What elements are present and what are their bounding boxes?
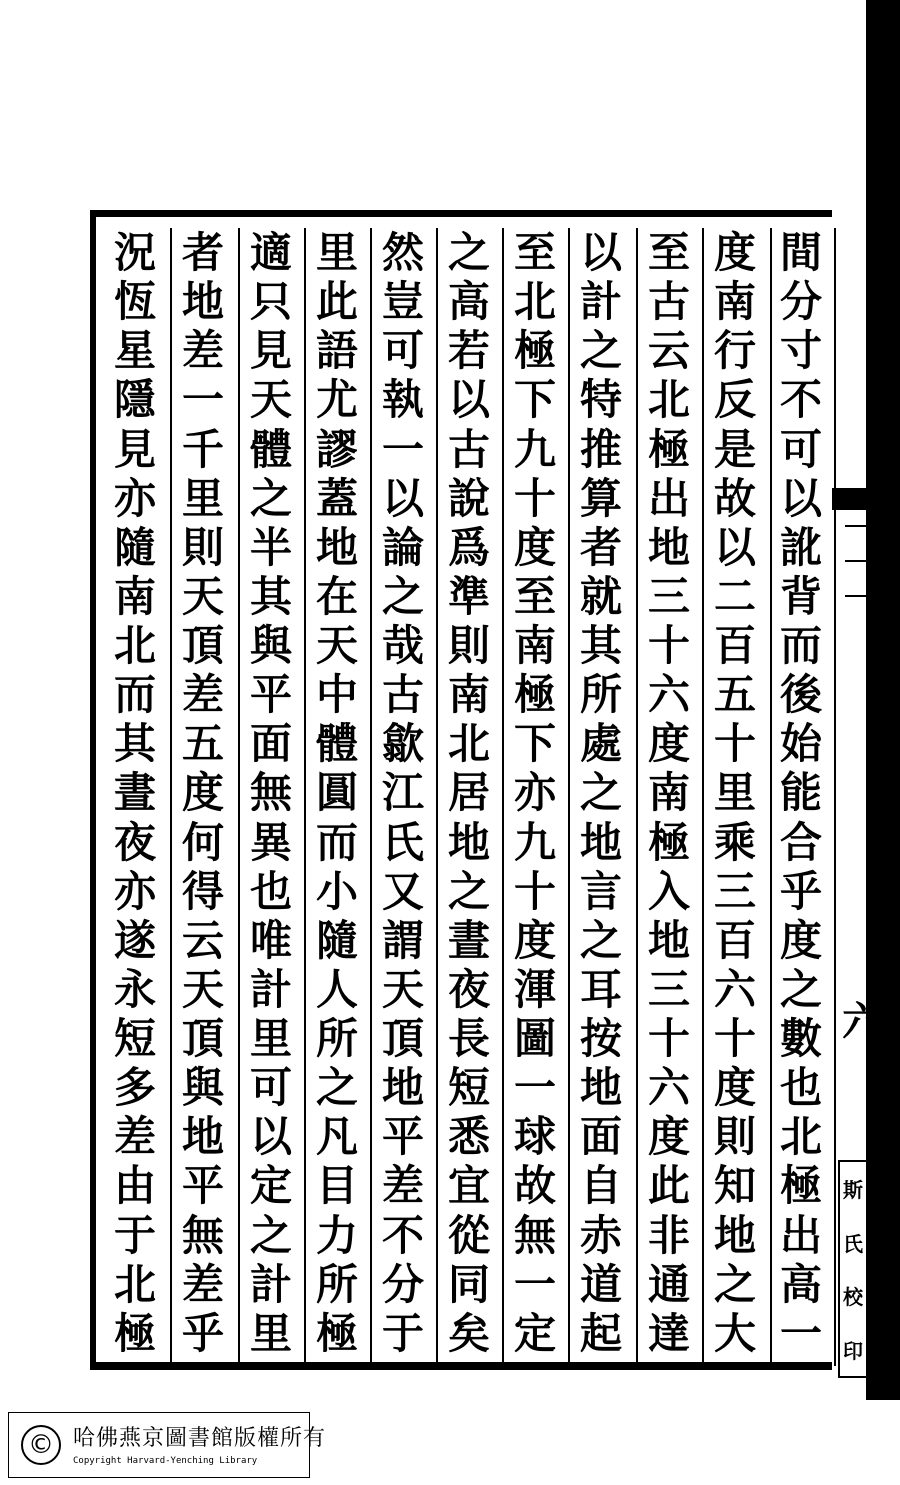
- column-char: 度: [181, 768, 224, 818]
- column-char: 行: [713, 326, 756, 376]
- column-char: 面: [249, 719, 292, 769]
- column-char: 夜: [447, 964, 490, 1014]
- column-char: 豈: [381, 277, 424, 327]
- column-char: 亦: [513, 768, 556, 818]
- column-char: 南: [447, 670, 490, 720]
- column-char: 高: [779, 1259, 822, 1309]
- column-char: 星: [113, 326, 156, 376]
- column-char: 里: [713, 768, 756, 818]
- column-char: 始: [779, 719, 822, 769]
- column-char: 差: [381, 1161, 424, 1211]
- column-char: 天: [249, 375, 292, 425]
- column-char: 適: [249, 228, 292, 277]
- column-char: 處: [579, 719, 622, 769]
- column-char: 亦: [113, 473, 156, 523]
- column-char: 蓋: [315, 473, 358, 523]
- column-char: 人: [315, 964, 358, 1014]
- column-char: 其: [249, 571, 292, 621]
- column-char: 一: [513, 1259, 556, 1309]
- column-char: 由: [113, 1161, 156, 1211]
- column-char: 地: [579, 1063, 622, 1113]
- column-char: 以: [779, 473, 822, 523]
- column-char: 天: [181, 964, 224, 1014]
- column-char: 非: [647, 1210, 690, 1260]
- margin-char: 印: [843, 1338, 863, 1363]
- column-char: 所: [579, 670, 622, 720]
- column-char: 計: [249, 1259, 292, 1309]
- column-char: 此: [647, 1161, 690, 1211]
- column-char: 差: [181, 326, 224, 376]
- column-char: 北: [113, 1259, 156, 1309]
- column-char: 以: [381, 473, 424, 523]
- column-char: 後: [779, 670, 822, 720]
- column-char: 地: [647, 915, 690, 965]
- column-char: 者: [181, 228, 224, 277]
- text-column-9: [242, 228, 300, 1362]
- column-char: 者: [579, 522, 622, 572]
- column-char: 之: [381, 571, 424, 621]
- column-char: 異: [249, 817, 292, 867]
- column-rule: [304, 228, 306, 1366]
- column-rule: [502, 228, 504, 1366]
- column-char: 爲: [447, 522, 490, 572]
- column-char: 極: [513, 670, 556, 720]
- column-char: 地: [181, 1112, 224, 1162]
- spine-tick: [845, 595, 869, 597]
- column-char: 可: [381, 326, 424, 376]
- column-char: 六: [647, 1063, 690, 1113]
- column-char: 天: [181, 571, 224, 621]
- column-char: 北: [513, 277, 556, 327]
- column-rule: [238, 228, 240, 1366]
- column-char: 度: [513, 915, 556, 965]
- stamp-english: Copyright Harvard-Yenching Library: [73, 1456, 258, 1466]
- column-char: 執: [381, 375, 424, 425]
- column-char: 可: [249, 1063, 292, 1113]
- column-char: 極: [647, 817, 690, 867]
- column-char: 何: [181, 817, 224, 867]
- column-rule: [636, 228, 638, 1366]
- column-char: 以: [249, 1112, 292, 1162]
- column-char: 下: [513, 719, 556, 769]
- column-char: 小: [315, 866, 358, 916]
- column-char: 而: [113, 670, 156, 720]
- column-char: 度: [713, 1063, 756, 1113]
- column-char: 之: [713, 1259, 756, 1309]
- column-char: 古: [381, 670, 424, 720]
- column-char: 就: [579, 571, 622, 621]
- column-char: 一: [181, 375, 224, 425]
- column-char: 謬: [315, 424, 358, 474]
- column-rule: [370, 228, 372, 1366]
- column-char: 語: [315, 326, 358, 376]
- column-char: 十: [713, 1014, 756, 1063]
- column-char: 百: [713, 915, 756, 965]
- column-char: 體: [249, 424, 292, 474]
- column-char: 與: [249, 621, 292, 670]
- column-rule: [702, 228, 704, 1366]
- column-char: 歙: [381, 719, 424, 769]
- column-char: 計: [579, 277, 622, 327]
- spine-tick: [845, 525, 869, 527]
- column-char: 地: [647, 522, 690, 572]
- column-char: 極: [647, 424, 690, 474]
- column-char: 也: [249, 866, 292, 916]
- column-char: 云: [181, 915, 224, 965]
- column-char: 天: [381, 964, 424, 1014]
- column-char: 背: [779, 571, 822, 621]
- column-char: 之: [249, 1210, 292, 1260]
- column-char: 差: [181, 670, 224, 720]
- column-char: 達: [647, 1308, 690, 1358]
- column-char: 里: [249, 1014, 292, 1063]
- column-char: 地: [447, 817, 490, 867]
- column-char: 九: [513, 817, 556, 867]
- column-char: 知: [713, 1161, 756, 1211]
- column-char: 同: [447, 1259, 490, 1309]
- column-char: 極: [513, 326, 556, 376]
- column-char: 則: [447, 621, 490, 670]
- column-char: 只: [249, 277, 292, 327]
- column-char: 道: [579, 1259, 622, 1309]
- column-char: 南: [647, 768, 690, 818]
- column-char: 寸: [779, 326, 822, 376]
- column-char: 宜: [447, 1161, 490, 1211]
- column-char: 半: [249, 522, 292, 572]
- page-mark: 六: [842, 998, 882, 1045]
- column-char: 不: [381, 1210, 424, 1260]
- column-char: 是: [713, 424, 756, 474]
- column-char: 多: [113, 1063, 156, 1113]
- column-char: 與: [181, 1063, 224, 1113]
- column-char: 又: [381, 866, 424, 916]
- column-char: 乎: [779, 866, 822, 916]
- column-char: 分: [381, 1259, 424, 1309]
- column-char: 之: [579, 768, 622, 818]
- spine-tick: [845, 560, 869, 562]
- column-char: 十: [513, 866, 556, 916]
- column-char: 而: [779, 621, 822, 670]
- column-char: 赤: [579, 1210, 622, 1260]
- column-char: 耳: [579, 964, 622, 1014]
- column-char: 極: [315, 1308, 358, 1358]
- text-column-5: [506, 228, 564, 1362]
- column-char: 長: [447, 1014, 490, 1063]
- column-char: 三: [647, 964, 690, 1014]
- column-char: 六: [713, 964, 756, 1014]
- column-char: 短: [447, 1063, 490, 1113]
- column-char: 極: [113, 1308, 156, 1358]
- text-column-10: [174, 228, 232, 1362]
- column-char: 論: [381, 522, 424, 572]
- column-char: 自: [579, 1161, 622, 1211]
- column-char: 之: [579, 915, 622, 965]
- column-char: 若: [447, 326, 490, 376]
- text-column-7: [374, 228, 432, 1362]
- column-char: 南: [113, 571, 156, 621]
- column-char: 百: [713, 621, 756, 670]
- column-char: 不: [779, 375, 822, 425]
- column-char: 五: [713, 670, 756, 720]
- column-char: 北: [447, 719, 490, 769]
- column-rule: [834, 228, 836, 1366]
- column-char: 隨: [315, 915, 358, 965]
- column-char: 地: [713, 1210, 756, 1260]
- column-char: 隱: [113, 375, 156, 425]
- column-char: 從: [447, 1210, 490, 1260]
- column-char: 而: [315, 817, 358, 867]
- column-char: 則: [713, 1112, 756, 1162]
- column-char: 圖: [513, 1014, 556, 1063]
- text-column-3: [640, 228, 698, 1362]
- column-char: 高: [447, 277, 490, 327]
- column-char: 里: [315, 228, 358, 277]
- margin-label: [838, 1160, 868, 1378]
- column-char: 地: [315, 522, 358, 572]
- column-char: 遂: [113, 915, 156, 965]
- column-char: 定: [513, 1308, 556, 1358]
- column-char: 以: [447, 375, 490, 425]
- column-char: 天: [315, 621, 358, 670]
- column-char: 力: [315, 1210, 358, 1260]
- column-char: 南: [513, 621, 556, 670]
- column-char: 所: [315, 1014, 358, 1063]
- column-char: 度: [513, 522, 556, 572]
- column-char: 在: [315, 571, 358, 621]
- column-char: 起: [579, 1308, 622, 1358]
- column-char: 恆: [113, 277, 156, 327]
- column-char: 六: [647, 670, 690, 720]
- column-char: 所: [315, 1259, 358, 1309]
- column-char: 然: [381, 228, 424, 277]
- column-char: 云: [647, 326, 690, 376]
- column-char: 之: [249, 473, 292, 523]
- column-char: 故: [513, 1161, 556, 1211]
- column-char: 二: [713, 571, 756, 621]
- column-char: 面: [579, 1112, 622, 1162]
- column-char: 地: [381, 1063, 424, 1113]
- column-char: 五: [181, 719, 224, 769]
- column-char: 北: [647, 375, 690, 425]
- column-char: 晝: [447, 915, 490, 965]
- column-char: 無: [181, 1210, 224, 1260]
- column-char: 之: [779, 964, 822, 1014]
- column-char: 況: [113, 228, 156, 277]
- column-char: 按: [579, 1014, 622, 1063]
- column-char: 頂: [381, 1014, 424, 1063]
- column-char: 其: [113, 719, 156, 769]
- column-char: 一: [779, 1308, 822, 1358]
- column-char: 十: [713, 719, 756, 769]
- column-char: 頂: [181, 621, 224, 670]
- column-char: 算: [579, 473, 622, 523]
- column-char: 訛: [779, 522, 822, 572]
- text-column-2: [706, 228, 764, 1362]
- spine-notch: [832, 488, 872, 510]
- column-char: 出: [779, 1210, 822, 1260]
- column-char: 差: [113, 1112, 156, 1162]
- text-column-6: [440, 228, 498, 1362]
- column-char: 尤: [315, 375, 358, 425]
- column-char: 地: [181, 277, 224, 327]
- column-char: 之: [447, 228, 490, 277]
- column-char: 三: [647, 571, 690, 621]
- column-char: 三: [713, 866, 756, 916]
- column-char: 見: [113, 424, 156, 474]
- column-char: 數: [779, 1014, 822, 1063]
- column-char: 之: [315, 1063, 358, 1113]
- column-char: 十: [647, 1014, 690, 1063]
- column-char: 可: [779, 424, 822, 474]
- column-char: 之: [579, 326, 622, 376]
- column-char: 九: [513, 424, 556, 474]
- stamp-chinese: 哈佛燕京圖書館版權所有: [73, 1426, 327, 1451]
- column-char: 平: [381, 1112, 424, 1162]
- column-char: 矣: [447, 1308, 490, 1358]
- column-char: 古: [647, 277, 690, 327]
- column-char: 千: [181, 424, 224, 474]
- column-char: 永: [113, 964, 156, 1014]
- column-rule: [436, 228, 438, 1366]
- column-char: 以: [713, 522, 756, 572]
- column-char: 悉: [447, 1112, 490, 1162]
- column-char: 亦: [113, 866, 156, 916]
- column-char: 大: [713, 1308, 756, 1358]
- column-char: 乘: [713, 817, 756, 867]
- column-char: 出: [647, 473, 690, 523]
- spine-edge: [866, 0, 900, 1400]
- column-char: 之: [447, 866, 490, 916]
- text-column-8: [308, 228, 366, 1362]
- column-char: 準: [447, 571, 490, 621]
- column-char: 入: [647, 866, 690, 916]
- column-char: 唯: [249, 915, 292, 965]
- column-char: 圓: [315, 768, 358, 818]
- margin-char: 斯: [843, 1178, 863, 1203]
- column-char: 球: [513, 1112, 556, 1162]
- column-char: 凡: [315, 1112, 358, 1162]
- copyright-icon: ©: [21, 1425, 61, 1465]
- column-char: 計: [249, 964, 292, 1014]
- column-char: 反: [713, 375, 756, 425]
- column-char: 無: [513, 1210, 556, 1260]
- column-char: 江: [381, 768, 424, 818]
- column-char: 頂: [181, 1014, 224, 1063]
- column-char: 十: [513, 473, 556, 523]
- column-char: 渾: [513, 964, 556, 1014]
- text-column-1: [772, 228, 830, 1362]
- column-char: 乎: [181, 1308, 224, 1358]
- column-rule: [170, 228, 172, 1366]
- column-char: 下: [513, 375, 556, 425]
- column-rule: [568, 228, 570, 1366]
- column-char: 見: [249, 326, 292, 376]
- column-char: 言: [579, 866, 622, 916]
- column-char: 特: [579, 375, 622, 425]
- column-char: 度: [647, 719, 690, 769]
- column-char: 短: [113, 1014, 156, 1063]
- margin-char: 氏: [843, 1231, 863, 1256]
- column-char: 哉: [381, 621, 424, 670]
- column-char: 則: [181, 522, 224, 572]
- column-char: 居: [447, 768, 490, 818]
- column-char: 極: [779, 1161, 822, 1211]
- column-char: 合: [779, 817, 822, 867]
- column-char: 謂: [381, 915, 424, 965]
- column-char: 目: [315, 1161, 358, 1211]
- column-char: 十: [647, 621, 690, 670]
- column-char: 故: [713, 473, 756, 523]
- column-char: 得: [181, 866, 224, 916]
- column-char: 平: [181, 1161, 224, 1211]
- column-char: 地: [579, 817, 622, 867]
- column-char: 平: [249, 670, 292, 720]
- column-char: 以: [579, 228, 622, 277]
- column-char: 能: [779, 768, 822, 818]
- column-char: 度: [647, 1112, 690, 1162]
- column-char: 夜: [113, 817, 156, 867]
- column-char: 說: [447, 473, 490, 523]
- column-char: 北: [113, 621, 156, 670]
- column-char: 也: [779, 1063, 822, 1113]
- column-char: 推: [579, 424, 622, 474]
- column-char: 至: [513, 571, 556, 621]
- column-char: 分: [779, 277, 822, 327]
- column-char: 晝: [113, 768, 156, 818]
- column-char: 無: [249, 768, 292, 818]
- column-char: 其: [579, 621, 622, 670]
- column-char: 間: [779, 228, 822, 277]
- column-char: 至: [647, 228, 690, 277]
- column-char: 一: [513, 1063, 556, 1113]
- text-column-4: [572, 228, 630, 1362]
- column-char: 度: [713, 228, 756, 277]
- column-char: 體: [315, 719, 358, 769]
- column-char: 隨: [113, 522, 156, 572]
- column-char: 通: [647, 1259, 690, 1309]
- column-char: 于: [113, 1210, 156, 1260]
- column-char: 于: [381, 1308, 424, 1358]
- text-column-11: [106, 228, 164, 1362]
- column-char: 定: [249, 1161, 292, 1211]
- column-char: 南: [713, 277, 756, 327]
- column-char: 里: [181, 473, 224, 523]
- margin-char: 校: [843, 1285, 863, 1310]
- column-char: 古: [447, 424, 490, 474]
- column-char: 中: [315, 670, 358, 720]
- column-char: 里: [249, 1308, 292, 1358]
- column-char: 此: [315, 277, 358, 327]
- column-char: 度: [779, 915, 822, 965]
- column-char: 至: [513, 228, 556, 277]
- copyright-stamp: [8, 1412, 327, 1478]
- column-char: 北: [779, 1112, 822, 1162]
- column-char: 差: [181, 1259, 224, 1309]
- column-char: 氏: [381, 817, 424, 867]
- column-char: 一: [381, 424, 424, 474]
